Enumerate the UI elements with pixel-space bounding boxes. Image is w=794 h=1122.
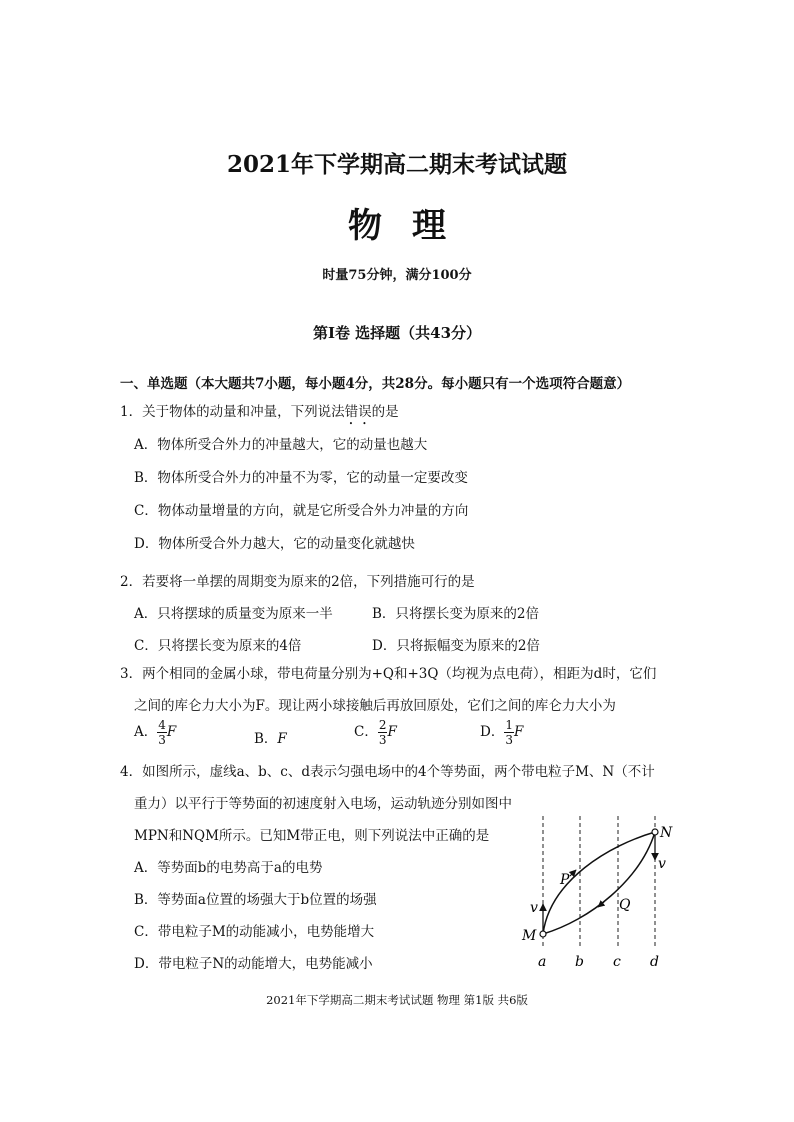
q1-option-d: D．物体所受合外力越大，它的动量变化就越快 (134, 536, 415, 552)
q3-option-a-fraction (157, 718, 167, 747)
label-m: M (522, 928, 537, 944)
label-n: N (660, 825, 673, 841)
exam-title: 2021年下学期高二期末考试试题 (226, 151, 567, 178)
q3-option-b (254, 727, 287, 747)
q4-stem-line3: MPN和NQM所示。已知M带正电，则下列说法中正确的是 (134, 828, 490, 844)
q1-stem (120, 400, 399, 428)
q4-option-c: C．带电粒子M的动能减小，电势能增大 (134, 924, 375, 940)
page-footer: 2021年下学期高二期末考试试题 物理 第1版 共6版 (266, 993, 528, 1007)
label-q: Q (619, 897, 631, 913)
q3-option-a-label: A． (134, 724, 158, 740)
q3-option-a-denominator: 3 (158, 733, 166, 747)
q3-option-b-label: B． (254, 731, 278, 747)
q3-option-c-numerator: 2 (378, 718, 387, 732)
q3-option-d (480, 718, 523, 747)
q4-stem-line2: 重力）以平行于等势面的初速度射入电场，运动轨迹分别如图中 (134, 796, 512, 812)
q3-stem-line1: 3．两个相同的金属小球，带电荷量分别为+Q和+3Q（均视为点电荷），相距为d时，它们 (120, 666, 657, 682)
label-velocity-m: v (530, 900, 538, 916)
label-plane-b: b (575, 954, 584, 970)
q4-option-d: D．带电粒子N的动能增大，电势能减小 (134, 956, 373, 972)
q3-option-a-numerator: 4 (158, 718, 166, 732)
q1-option-a: A．物体所受合外力的冲量越大，它的动量也越大 (134, 437, 428, 453)
q3-option-d-fraction (504, 718, 514, 747)
q3-option-d-denominator: 3 (505, 733, 513, 747)
label-velocity-n: v (658, 856, 666, 872)
q3-option-c-var: F (387, 724, 397, 740)
trajectory-nqm-arrow (598, 902, 604, 907)
q4-option-b: B．等势面a位置的场强大于b位置的场强 (134, 892, 377, 908)
q2-option-b: B．只将摆长变为原来的2倍 (372, 606, 540, 622)
q3-option-c-label: C． (354, 724, 378, 740)
section-heading: 第Ⅰ卷 选择题（共43分） (312, 324, 482, 342)
label-plane-d: d (650, 954, 659, 970)
q1-stem-post: 的是 (371, 404, 399, 420)
q3-option-d-var: F (513, 724, 524, 740)
q1-option-c: C．物体动量增量的方向，就是它所受合外力冲量的方向 (134, 503, 469, 519)
q1-stem-pre: 1．关于物体的动量和冲量，下列说法 (120, 404, 345, 420)
particle-m-dot (540, 931, 546, 937)
q3-option-d-numerator: 1 (505, 718, 513, 732)
time-info: 时量75分钟，满分100分 (322, 268, 472, 283)
q4-stem-line1: 4．如图所示，虚线a、b、c、d表示匀强电场中的4个等势面，两个带电粒子M、N（不计 (120, 764, 655, 780)
q3-option-b-var: F (277, 731, 287, 747)
label-plane-c: c (613, 954, 621, 970)
part1-heading: 一、单选题（本大题共7小题，每小题4分，共28分。每小题只有一个选项符合题意） (120, 376, 631, 392)
q3-option-a (134, 718, 176, 747)
q3-stem-line2: 之间的库仑力大小为F。现让两小球接触后再放回原处，它们之间的库仑力大小为 (134, 698, 616, 714)
q2-option-c: C．只将摆长变为原来的4倍 (134, 638, 302, 654)
q3-option-a-var: F (166, 724, 177, 740)
q4-field-diagram (520, 810, 690, 975)
label-p: P (560, 872, 570, 888)
label-plane-a: a (538, 954, 547, 970)
q4-option-a: A．等势面b的电势高于a的电势 (134, 860, 323, 876)
q3-option-d-label: D． (480, 724, 505, 740)
subject-title: 物理 (348, 206, 476, 246)
q3-option-c-denominator: 3 (378, 733, 387, 747)
q3-option-c (354, 718, 397, 747)
q1-option-b: B．物体所受合外力的冲量不为零，它的动量一定要改变 (134, 470, 468, 486)
q2-option-d: D．只将振幅变为原来的2倍 (372, 638, 540, 654)
q2-option-a: A．只将摆球的质量变为原来一半 (134, 606, 333, 622)
particle-n-dot (652, 829, 658, 835)
q1-stem-emphasis: 错误 (344, 404, 372, 420)
q2-stem: 2．若要将一单摆的周期变为原来的2倍，下列措施可行的是 (120, 574, 475, 590)
